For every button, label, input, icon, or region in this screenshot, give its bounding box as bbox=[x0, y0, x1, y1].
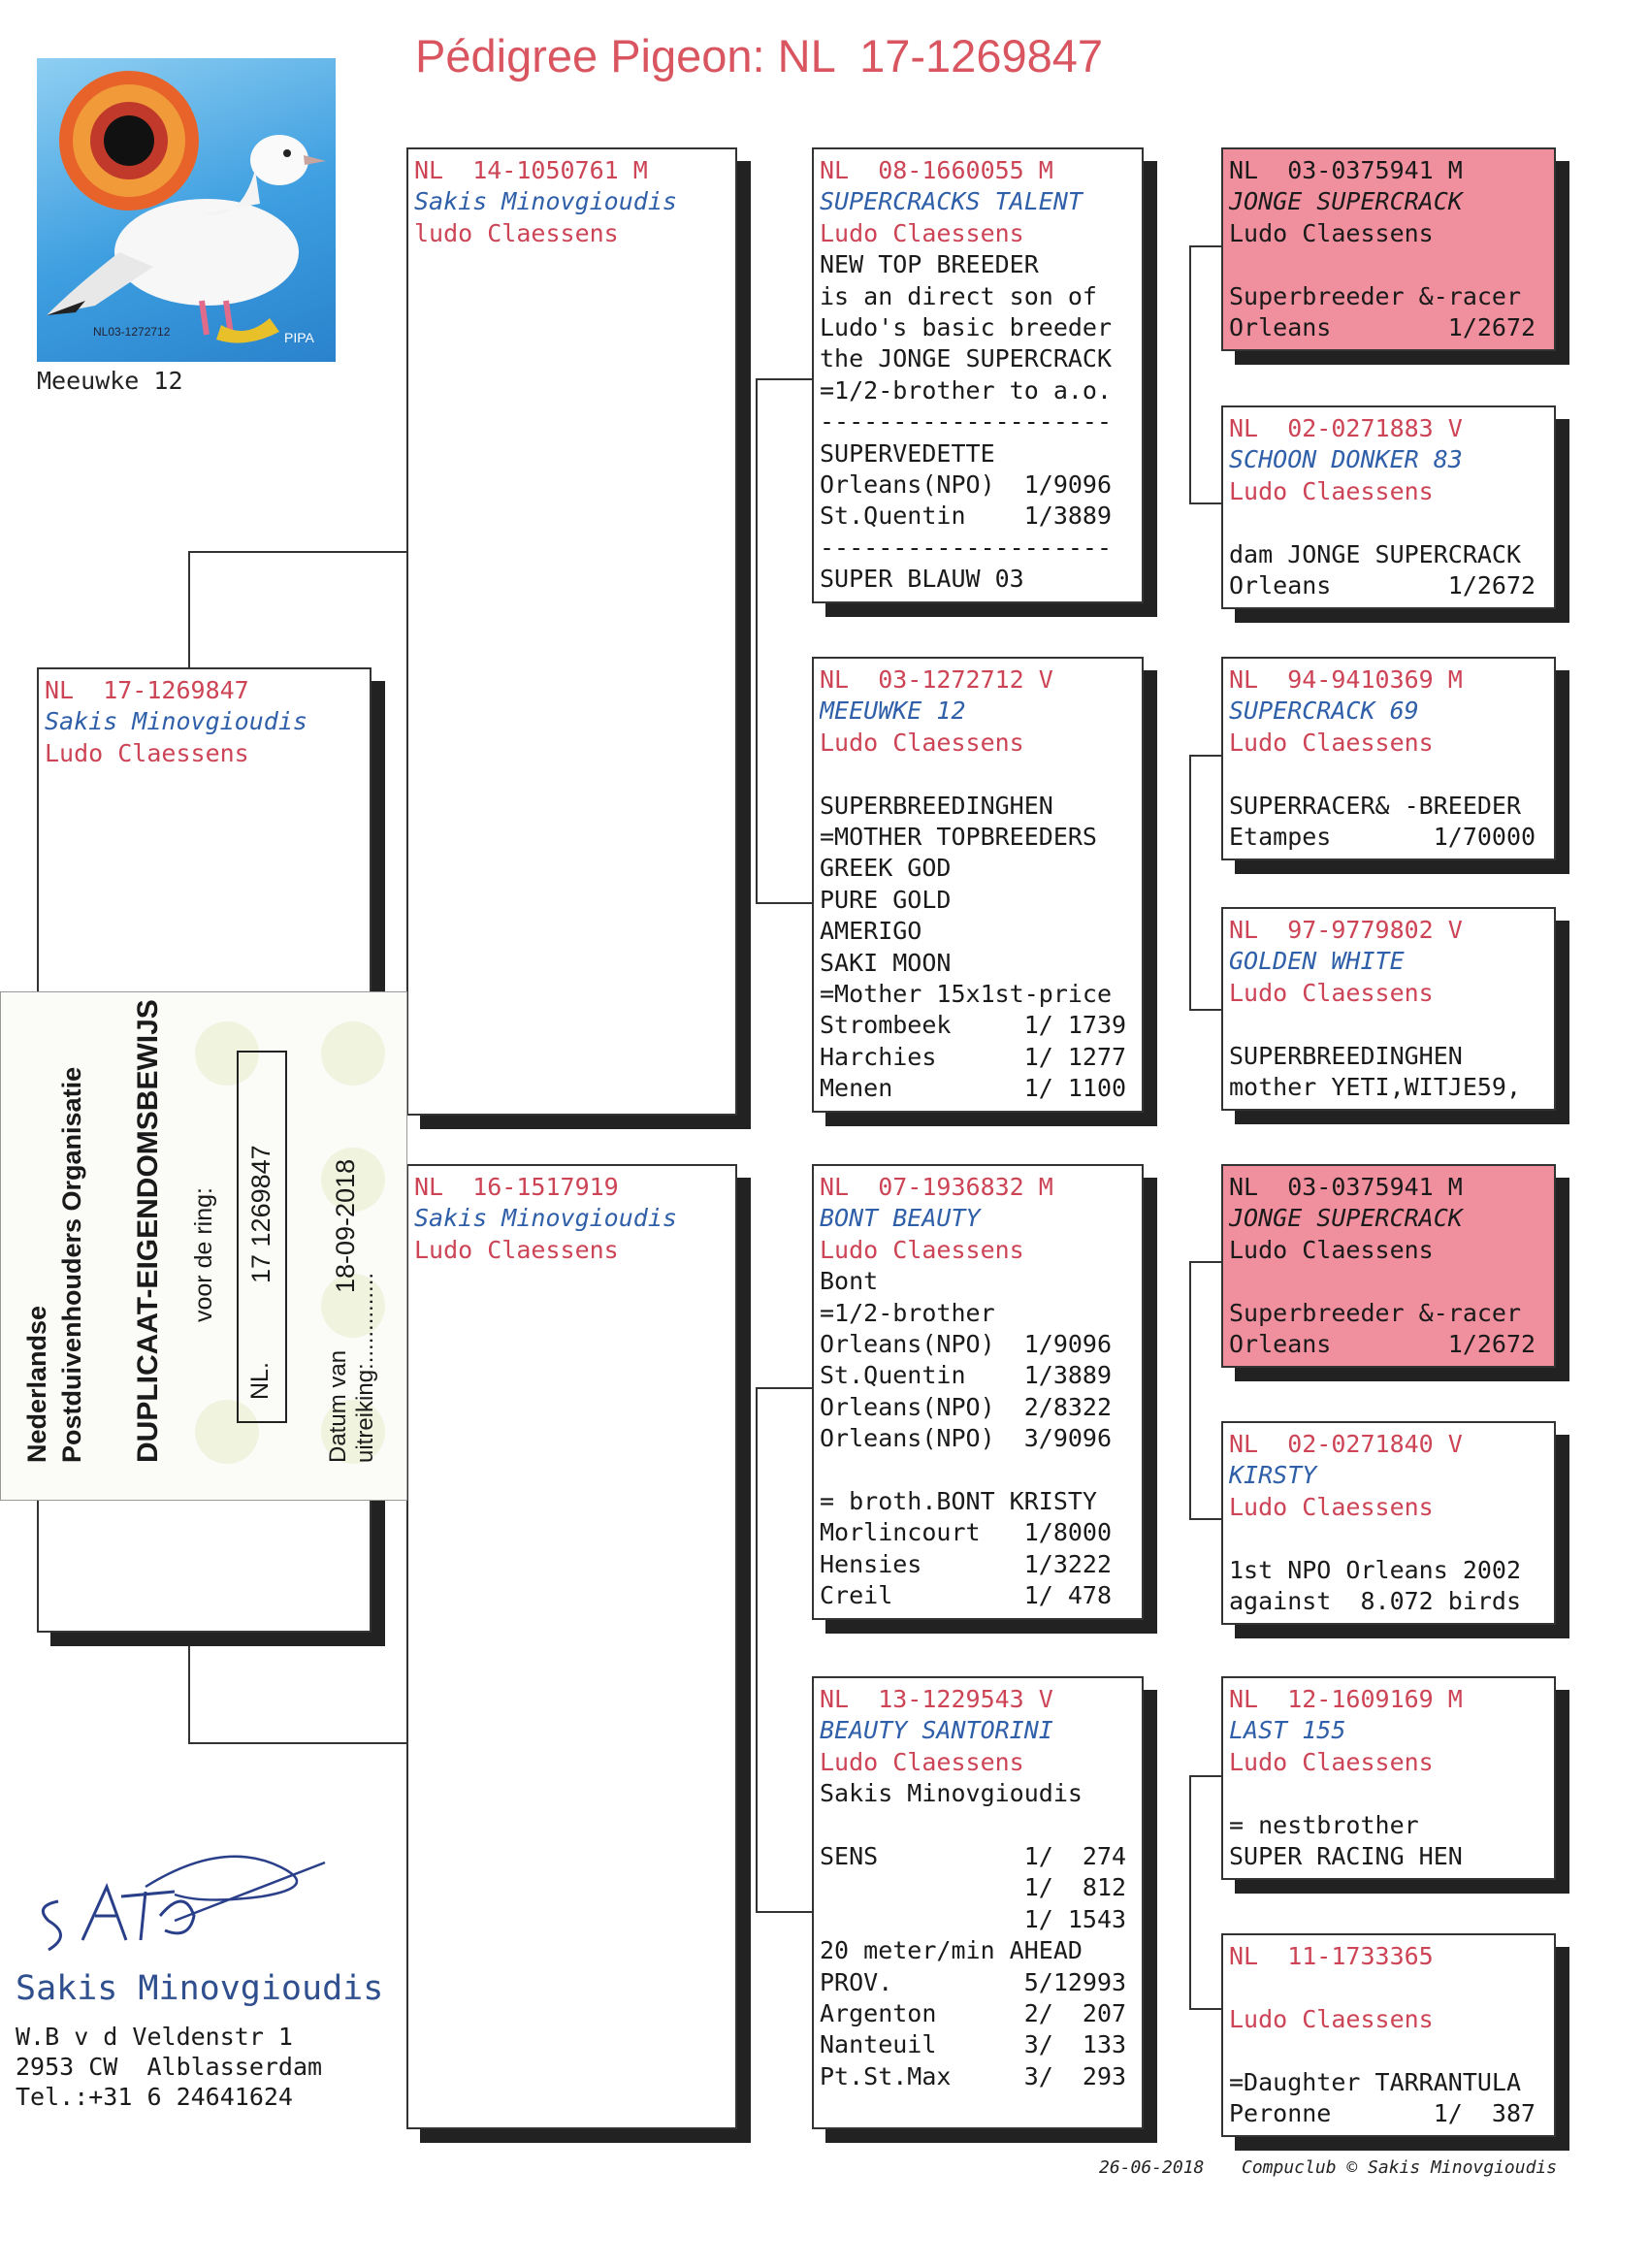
ring-number: NL 12-1609169 M bbox=[1229, 1685, 1463, 1713]
connector-gen1-sire bbox=[188, 551, 406, 553]
card-info-line bbox=[820, 1455, 1142, 1486]
page-title: Pédigree Pigeon: NL 17-1269847 bbox=[415, 30, 1104, 81]
ring-number: NL 11-1733365 bbox=[1229, 1942, 1434, 1970]
card-info-line: Orleans(NPO) 2/8322 bbox=[820, 1392, 1113, 1421]
connector-sire-vertical bbox=[756, 378, 758, 902]
owner-name: Sakis Minovgioudis bbox=[16, 1969, 384, 2008]
card-info-line bbox=[1229, 1778, 1554, 1809]
card-info-line: SAKI MOON bbox=[820, 948, 952, 977]
footer-date: 26-06-2018 bbox=[1099, 2157, 1205, 2178]
card-info-line: Orleans 1/2672 bbox=[1229, 312, 1536, 341]
card-info-line: Bont bbox=[820, 1267, 879, 1296]
connector-ss-top bbox=[1189, 245, 1221, 247]
card-info-line: Strombeek 1/ 1739 bbox=[820, 1011, 1127, 1040]
card-info-line: SENS 1/ 274 bbox=[820, 1841, 1127, 1870]
ring-number: NL 02-0271840 V bbox=[1229, 1430, 1463, 1458]
card-info-line: Orleans 1/2672 bbox=[1229, 570, 1536, 599]
connector-dd-top bbox=[1189, 1775, 1221, 1777]
ring-number: NL 14-1050761 M bbox=[414, 156, 648, 184]
signature bbox=[29, 1848, 330, 1955]
card-info-line bbox=[1229, 2035, 1554, 2066]
pigeon-name: JONGE SUPERCRACK bbox=[1229, 187, 1463, 216]
ring-number: NL 97-9779802 V bbox=[1229, 916, 1463, 944]
breeder-name: Ludo Claessens bbox=[1229, 1235, 1434, 1264]
stamp-org-line2: Postduivenhouders Organisatie bbox=[57, 1066, 86, 1463]
card-info-line: =1/2-brother bbox=[820, 1298, 995, 1327]
pigeon-name: Sakis Minovgioudis bbox=[45, 707, 307, 736]
breeder-name: Ludo Claessens bbox=[820, 1747, 1024, 1776]
stamp-issue-date: 18-09-2018 bbox=[331, 1158, 360, 1293]
card-info-line: SUPERVEDETTE bbox=[820, 438, 995, 468]
stamp-voor-label: voor de ring: bbox=[190, 1187, 217, 1322]
breeder-name: Ludo Claessens bbox=[1229, 978, 1434, 1007]
owner-address-line1: W.B v d Veldenstr 1 bbox=[16, 2023, 293, 2051]
connector-gen1-dam bbox=[188, 1742, 406, 1744]
connector-ds-vertical bbox=[1189, 1261, 1191, 1518]
breeder-name: Ludo Claessens bbox=[45, 738, 249, 767]
stamp-date-label-line2: uitreiking:.............. bbox=[352, 1272, 378, 1463]
card-info-line: 20 meter/min AHEAD bbox=[820, 1936, 1083, 1965]
pigeon-name: GOLDEN WHITE bbox=[1229, 947, 1405, 976]
pigeon-name: SUPERCRACK 69 bbox=[1229, 697, 1419, 726]
card-info-line: Ludo's basic breeder bbox=[820, 312, 1113, 341]
pigeon-name: SUPERCRACKS TALENT bbox=[820, 187, 1083, 216]
pedigree-card-sdd bbox=[1221, 907, 1556, 1111]
stamp-date-label-line1: Datum van bbox=[325, 1349, 351, 1463]
connector-ds-top bbox=[1189, 1261, 1221, 1263]
pedigree-card-sire-dam bbox=[812, 657, 1144, 1113]
ring-number: NL 07-1936832 M bbox=[820, 1173, 1053, 1201]
card-info-line: Orleans 1/2672 bbox=[1229, 1329, 1536, 1358]
connector-sire-top bbox=[756, 378, 812, 380]
card-info-line: Superbreeder &-racer bbox=[1229, 281, 1522, 310]
connector-ss-vertical bbox=[1189, 245, 1191, 502]
card-info-line bbox=[1229, 1009, 1554, 1040]
pedigree-card-ssd bbox=[1221, 405, 1556, 609]
breeder-name: Ludo Claessens bbox=[1229, 1492, 1434, 1521]
card-info-line: Orleans(NPO) 1/9096 bbox=[820, 1329, 1113, 1358]
card-info-line: Menen 1/ 1100 bbox=[820, 1074, 1127, 1103]
card-info-line: Orleans(NPO) 1/9096 bbox=[820, 470, 1113, 499]
connector-sd-vertical bbox=[1189, 755, 1191, 1009]
card-info-line bbox=[1229, 759, 1554, 790]
owner-phone: Tel.:+31 6 24641624 bbox=[16, 2083, 293, 2111]
card-info-line: 1/ 1543 bbox=[820, 1904, 1127, 1933]
breeder-name: Ludo Claessens bbox=[820, 1235, 1024, 1264]
card-info-line: Morlincourt 1/8000 bbox=[820, 1518, 1113, 1547]
pigeon-illustration bbox=[37, 58, 336, 362]
card-info-line: is an direct son of bbox=[820, 281, 1097, 310]
ring-number: NL 17-1269847 bbox=[45, 676, 249, 704]
card-info-line: = broth.BONT KRISTY bbox=[820, 1486, 1097, 1515]
pedigree-card-ddd bbox=[1221, 1933, 1556, 2137]
ring-number: NL 02-0271883 V bbox=[1229, 414, 1463, 442]
card-info-line: SUPER RACING HEN bbox=[1229, 1841, 1463, 1870]
card-info-line: GREEK GOD bbox=[820, 854, 952, 883]
card-info-line: PURE GOLD bbox=[820, 885, 952, 914]
pedigree-card-dds bbox=[1221, 1676, 1556, 1880]
connector-ds-bottom bbox=[1189, 1518, 1221, 1520]
card-info-line: St.Quentin 1/3889 bbox=[820, 502, 1113, 531]
breeder-name: Ludo Claessens bbox=[414, 1235, 619, 1264]
connector-dd-vertical bbox=[1189, 1775, 1191, 2008]
pedigree-card-dam-sire bbox=[812, 1164, 1144, 1620]
card-info-line: Sakis Minovgioudis bbox=[820, 1779, 1083, 1808]
breeder-name: Ludo Claessens bbox=[820, 218, 1024, 247]
card-info-line: SUPERBREEDINGHEN bbox=[820, 791, 1053, 820]
ring-number: NL 03-0375941 M bbox=[1229, 156, 1463, 184]
pedigree-card-dss bbox=[1221, 1164, 1556, 1368]
card-info-line: =1/2-brother to a.o. bbox=[820, 375, 1113, 405]
pigeon-name: KIRSTY bbox=[1229, 1461, 1317, 1490]
card-info-line: Argenton 2/ 207 bbox=[820, 1998, 1127, 2027]
breeder-name: Ludo Claessens bbox=[1229, 218, 1434, 247]
pedigree-card-dsd bbox=[1221, 1421, 1556, 1625]
card-info-line bbox=[1229, 507, 1554, 538]
pedigree-card-dam-dam bbox=[812, 1676, 1144, 2129]
pigeon-name bbox=[1229, 1972, 1554, 2003]
card-info-line: =Mother 15x1st-price bbox=[820, 979, 1113, 1008]
pigeon-name: BEAUTY SANTORINI bbox=[820, 1716, 1053, 1745]
connector-dam-vertical bbox=[756, 1387, 758, 1911]
pigeon-name: BONT BEAUTY bbox=[820, 1204, 981, 1233]
connector-sd-bottom bbox=[1189, 1009, 1221, 1011]
breeder-name: Ludo Claessens bbox=[820, 728, 1024, 757]
stamp-org-line1: Nederlandse bbox=[22, 1305, 51, 1463]
pigeon-name: LAST 155 bbox=[1229, 1716, 1346, 1745]
card-info-line: SUPER BLAUW 03 bbox=[820, 565, 1024, 594]
card-info-line: -------------------- bbox=[820, 407, 1113, 437]
card-info-line: =MOTHER TOPBREEDERS bbox=[820, 822, 1097, 851]
ownership-certificate-stamp bbox=[0, 991, 407, 1501]
card-info-line: SUPERBREEDINGHEN bbox=[1229, 1041, 1463, 1070]
breeder-name: Ludo Claessens bbox=[1229, 2004, 1434, 2033]
breeder-name: Ludo Claessens bbox=[1229, 1747, 1434, 1776]
pigeon-name: MEEUWKE 12 bbox=[820, 697, 966, 726]
pigeon-photo bbox=[37, 58, 336, 362]
card-info-line: 1st NPO Orleans 2002 bbox=[1229, 1555, 1522, 1584]
pigeon-name: Sakis Minovgioudis bbox=[414, 1204, 677, 1233]
ring-number: NL 94-9410369 M bbox=[1229, 665, 1463, 694]
card-info-line: =Daughter TARRANTULA bbox=[1229, 2067, 1522, 2096]
connector-dam-top bbox=[756, 1387, 812, 1389]
connector-ss-bottom bbox=[1189, 502, 1221, 504]
card-info-line: Etampes 1/70000 bbox=[1229, 822, 1536, 851]
card-info-line: dam JONGE SUPERCRACK bbox=[1229, 539, 1522, 568]
connector-dam-bottom bbox=[756, 1911, 812, 1913]
pigeon-name: JONGE SUPERCRACK bbox=[1229, 1204, 1463, 1233]
card-info-line bbox=[1229, 1523, 1554, 1554]
card-info-line: 1/ 812 bbox=[820, 1873, 1127, 1902]
ring-number: NL 03-1272712 V bbox=[820, 665, 1053, 694]
stamp-nl-label: NL. bbox=[246, 1362, 274, 1400]
ring-number: NL 03-0375941 M bbox=[1229, 1173, 1463, 1201]
card-info-line: against 8.072 birds bbox=[1229, 1586, 1522, 1615]
card-info-line: Orleans(NPO) 3/9096 bbox=[820, 1424, 1113, 1453]
photo-ring-text: NL03-1272712 bbox=[93, 325, 171, 339]
card-info-line: Peronne 1/ 387 bbox=[1229, 2098, 1536, 2127]
pedigree-card-sss bbox=[1221, 147, 1556, 351]
card-info-line bbox=[820, 1810, 1142, 1841]
breeder-name: ludo Claessens bbox=[414, 218, 619, 247]
card-info-line: Nanteuil 3/ 133 bbox=[820, 2030, 1127, 2059]
card-info-line: PROV. 5/12993 bbox=[820, 1967, 1127, 1996]
connector-dd-bottom bbox=[1189, 2008, 1221, 2010]
card-info-line: Hensies 1/3222 bbox=[820, 1549, 1113, 1578]
card-info-line bbox=[1229, 1266, 1554, 1297]
pigeon-name: Sakis Minovgioudis bbox=[414, 187, 677, 216]
stamp-ring-number: 17 1269847 bbox=[246, 1145, 275, 1283]
pedigree-card-sds bbox=[1221, 657, 1556, 860]
card-info-line: Superbreeder &-racer bbox=[1229, 1298, 1522, 1327]
pedigree-card-dam bbox=[406, 1164, 737, 2129]
card-info-line bbox=[820, 759, 1142, 790]
ring-number: NL 08-1660055 M bbox=[820, 156, 1053, 184]
card-info-line: Pt.St.Max 3/ 293 bbox=[820, 2061, 1127, 2090]
stamp-document-title: DUPLICAAT-EIGENDOMSBEWIJS bbox=[132, 999, 164, 1463]
pipa-logo: PIPA bbox=[284, 330, 314, 345]
card-info-line: mother YETI,WITJE59, bbox=[1229, 1072, 1522, 1101]
owner-address-line2: 2953 CW Alblasserdam bbox=[16, 2053, 323, 2081]
connector-sd-top bbox=[1189, 755, 1221, 757]
photo-caption: Meeuwke 12 bbox=[37, 367, 183, 395]
card-info-line: SUPERRACER& -BREEDER bbox=[1229, 791, 1522, 820]
card-info-line: -------------------- bbox=[820, 533, 1113, 562]
ring-number: NL 13-1229543 V bbox=[820, 1685, 1053, 1713]
breeder-name: Ludo Claessens bbox=[1229, 476, 1434, 505]
card-info-line: AMERIGO bbox=[820, 917, 922, 946]
connector-sire-bottom bbox=[756, 902, 812, 904]
pigeon-name: SCHOON DONKER 83 bbox=[1229, 445, 1463, 474]
card-info-line bbox=[1229, 249, 1554, 280]
card-info-line: NEW TOP BREEDER bbox=[820, 250, 1039, 279]
pedigree-card-sire-sire bbox=[812, 147, 1144, 603]
pedigree-card-sire bbox=[406, 147, 737, 1116]
card-info-line: Creil 1/ 478 bbox=[820, 1581, 1113, 1610]
card-info-line: Harchies 1/ 1277 bbox=[820, 1042, 1127, 1071]
ring-number: NL 16-1517919 bbox=[414, 1173, 619, 1201]
card-info-line: = nestbrother bbox=[1229, 1810, 1419, 1839]
card-info-line: St.Quentin 1/3889 bbox=[820, 1361, 1113, 1390]
card-info-line: the JONGE SUPERCRACK bbox=[820, 344, 1113, 373]
footer-credit: Compuclub © Sakis Minovgioudis bbox=[1242, 2157, 1558, 2178]
breeder-name: Ludo Claessens bbox=[1229, 728, 1434, 757]
